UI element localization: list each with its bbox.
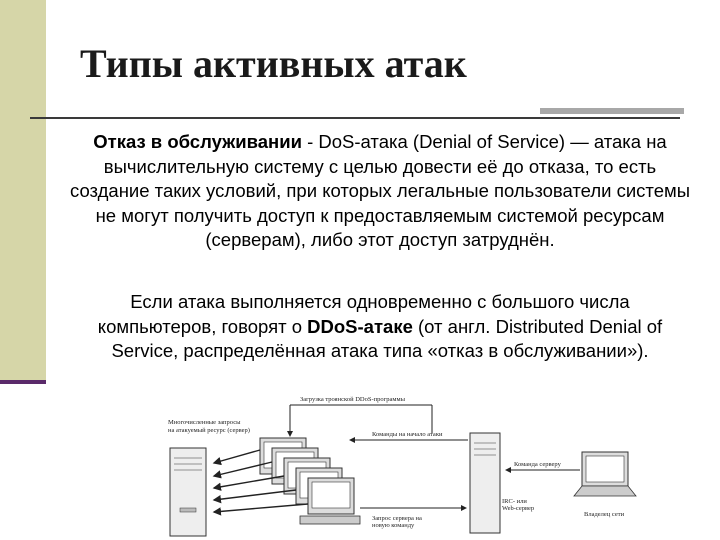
label-program-load: Загрузка троянской DDoS-программы	[300, 396, 405, 403]
label-query-line2: новую команду	[372, 522, 415, 529]
label-irc-line1: IRC- или	[502, 498, 527, 505]
label-owner: Владелец сети	[584, 511, 625, 518]
ddos-diagram	[150, 388, 670, 538]
zombie-computers-icon	[260, 438, 360, 524]
accent-block	[540, 108, 684, 114]
owner-laptop-icon	[574, 452, 636, 496]
side-decor-line	[0, 380, 46, 384]
slide-title: Типы активных атак	[80, 41, 467, 86]
ddos-definition-paragraph	[80, 290, 680, 364]
title-underline	[30, 117, 680, 119]
label-start-command: Команды на начало атаки	[372, 431, 443, 438]
label-query-line1: Запрос сервера на	[372, 515, 422, 522]
side-decor-bar	[0, 0, 46, 382]
ddos-text-after: (от англ. Distributed Denial of Service, распределённая атака типа «отказ в обслуживании»).	[111, 315, 663, 361]
ddos-text-before: Если атака выполняется одновременно с большого числа компьютеров, говорят о	[97, 291, 630, 337]
label-irc-line2: Web-сервер	[502, 505, 535, 512]
label-server-command: Команда серверу	[514, 461, 561, 468]
dos-term: Отказ в обслуживании	[93, 131, 302, 152]
dos-definition-paragraph	[70, 130, 690, 253]
ddos-term: DDoS-атаке	[307, 315, 413, 337]
target-server-icon	[170, 448, 206, 536]
label-requests-line1: Многочисленные запросы	[168, 419, 241, 426]
label-requests-line2: на атакуемый ресурс (сервер)	[168, 427, 250, 434]
irc-server-icon	[470, 433, 500, 533]
dos-definition-text: - DoS-атака (Denial of Service) — атака на вычислительную систему с целью довести её до отказа, то есть создание таких условий, при которых легальные пользователи системы не могут получить доступ к предоставляемым системой ресурсам (серверам), либо этот доступ затруднён.	[70, 131, 691, 250]
